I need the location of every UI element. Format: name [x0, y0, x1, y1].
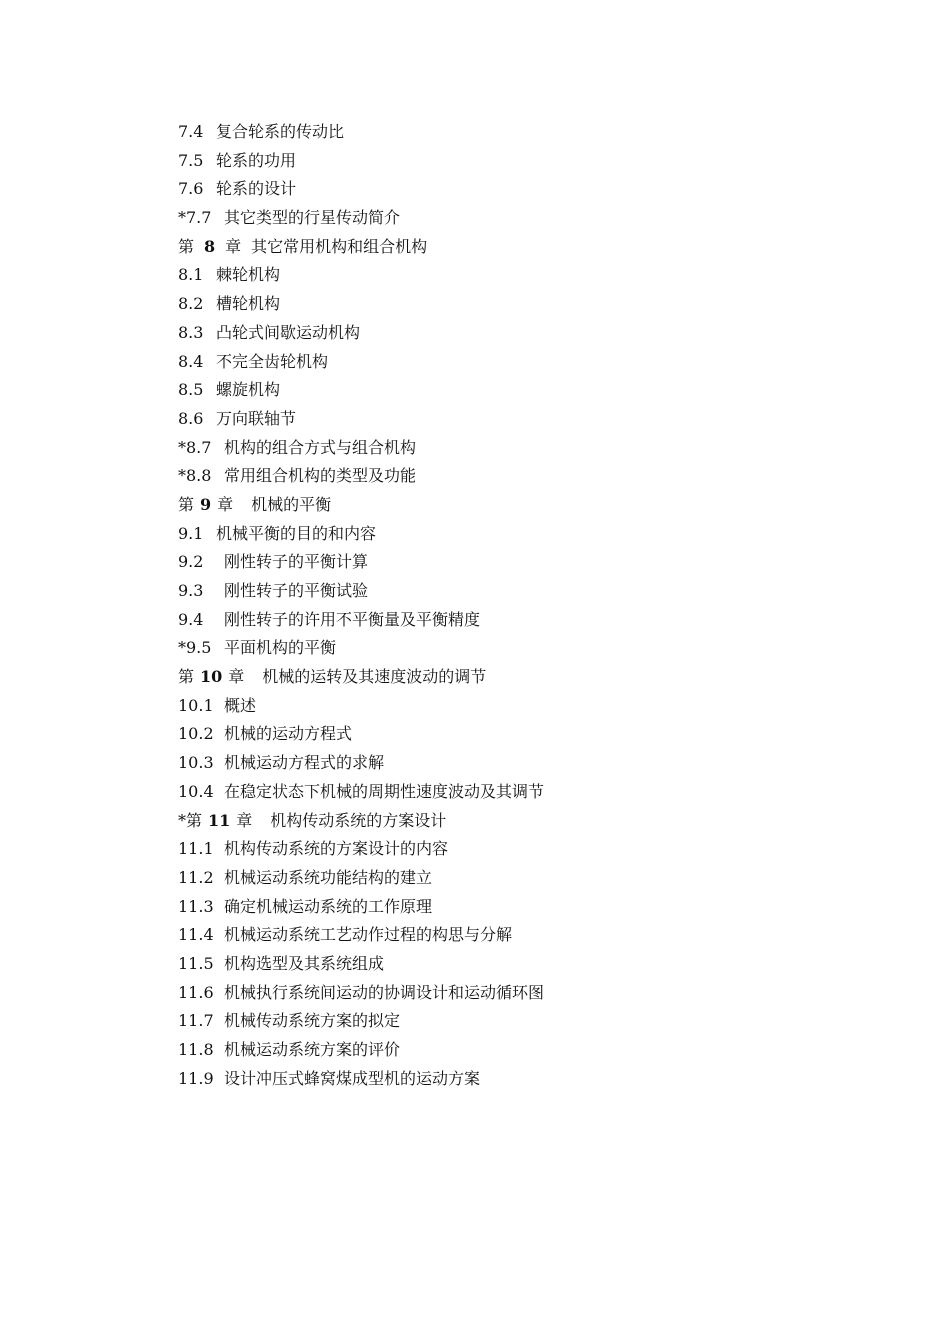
chapter-number: 8 [204, 236, 216, 256]
section-title: 概述 [224, 695, 257, 715]
toc-section-11-7 [178, 1007, 544, 1036]
toc-section-11-3 [178, 893, 544, 922]
chapter-title: 机构传动系统的方案设计 [270, 810, 447, 830]
section-number: 8.3 [178, 322, 204, 342]
chapter-suffix: 章 [225, 236, 242, 256]
section-number: 11.6 [178, 982, 214, 1002]
toc-section-8-6 [178, 405, 544, 434]
section-title: 机械运动系统工艺动作过程的构思与分解 [224, 925, 513, 945]
toc-section-7-6 [178, 175, 544, 204]
section-title: 轮系的设计 [216, 179, 297, 199]
section-number: 10.4 [178, 781, 214, 801]
section-number: 9.1 [178, 523, 204, 543]
section-title: 凸轮式间歇运动机构 [216, 322, 361, 342]
toc-section-8-1 [178, 261, 544, 290]
section-title: 机械运动系统方案的评价 [224, 1040, 401, 1059]
chapter-prefix: 第 [178, 494, 195, 514]
chapter-number: 10 [200, 667, 223, 687]
toc-section-11-5 [178, 950, 544, 979]
section-title: 机械运动方程式的求解 [224, 753, 385, 773]
section-number: 10.1 [178, 695, 214, 715]
chapter-prefix: 第 [178, 236, 195, 256]
toc-section-9-3 [178, 577, 544, 606]
section-number: 11.5 [178, 953, 214, 973]
section-number: *8.8 [178, 466, 212, 486]
table-of-contents [178, 118, 544, 1093]
toc-section-11-9 [178, 1065, 544, 1094]
section-title: 确定机械运动系统的工作原理 [224, 896, 433, 916]
section-title: 刚性转子的许用不平衡量及平衡精度 [224, 609, 481, 629]
section-number: 11.9 [178, 1068, 214, 1088]
toc-section-11-4 [178, 921, 544, 950]
section-title: 棘轮机构 [216, 265, 281, 285]
toc-section-10-3 [178, 749, 544, 778]
section-number: 11.1 [178, 839, 214, 859]
toc-section-7-7 [178, 204, 544, 233]
chapter-suffix: 章 [228, 667, 245, 687]
section-title: 机构传动系统的方案设计的内容 [224, 839, 449, 859]
section-number: *9.5 [178, 638, 212, 658]
section-number: 8.2 [178, 294, 204, 314]
toc-section-8-7 [178, 434, 544, 463]
section-title: 机构选型及其系统组成 [224, 953, 385, 973]
toc-section-10-4 [178, 778, 544, 807]
chapter-suffix: 章 [236, 810, 253, 830]
section-number: 11.4 [178, 925, 214, 945]
section-number: 8.4 [178, 351, 204, 371]
section-number: 8.5 [178, 380, 204, 400]
section-title: 螺旋机构 [216, 380, 281, 400]
section-number: *8.7 [178, 437, 212, 457]
chapter-suffix: 章 [217, 494, 234, 514]
chapter-number: 11 [208, 810, 231, 830]
section-number: 8.6 [178, 408, 204, 428]
section-number: 7.6 [178, 179, 204, 199]
section-title: 轮系的功用 [216, 150, 297, 170]
section-number: 9.3 [178, 581, 204, 600]
toc-section-7-5 [178, 147, 544, 176]
toc-section-11-2 [178, 864, 544, 893]
section-number: 7.5 [178, 150, 204, 170]
section-number: *7.7 [178, 208, 212, 228]
section-title: 复合轮系的传动比 [216, 122, 345, 141]
section-title: 刚性转子的平衡计算 [224, 552, 369, 572]
section-number: 11.7 [178, 1011, 214, 1031]
section-title: 槽轮机构 [216, 294, 281, 314]
section-title: 机械执行系统间运动的协调设计和运动循环图 [224, 982, 545, 1002]
chapter-title: 机械的运转及其速度波动的调节 [262, 667, 487, 687]
toc-section-9-4 [178, 606, 544, 635]
section-title: 不完全齿轮机构 [216, 351, 329, 371]
toc-section-8-4 [178, 348, 544, 377]
section-number: 11.2 [178, 867, 214, 887]
toc-chapter-10 [178, 663, 544, 692]
section-title: 万向联轴节 [216, 408, 297, 428]
section-title: 机械平衡的目的和内容 [216, 523, 377, 543]
section-number: 10.3 [178, 753, 214, 773]
section-title: 刚性转子的平衡试验 [224, 581, 369, 600]
chapter-title: 其它常用机构和组合机构 [251, 236, 428, 256]
section-title: 机械传动系统方案的拟定 [224, 1011, 401, 1031]
section-number: 9.2 [178, 552, 204, 572]
toc-section-8-3 [178, 319, 544, 348]
section-number: 11.3 [178, 896, 214, 916]
section-title: 机械的运动方程式 [224, 724, 353, 744]
toc-section-8-2 [178, 290, 544, 319]
toc-section-11-8 [178, 1036, 544, 1065]
section-number: 9.4 [178, 609, 204, 629]
toc-section-11-1 [178, 835, 544, 864]
toc-section-9-1 [178, 520, 544, 549]
section-title: 设计冲压式蜂窝煤成型机的运动方案 [224, 1068, 481, 1088]
section-number: 11.8 [178, 1040, 214, 1059]
section-title: 机械运动系统功能结构的建立 [224, 867, 433, 887]
toc-section-10-2 [178, 720, 544, 749]
section-title: 平面机构的平衡 [224, 638, 337, 658]
toc-chapter-11 [178, 807, 544, 836]
chapter-prefix: *第 [178, 810, 203, 830]
toc-section-7-4 [178, 118, 544, 147]
chapter-prefix: 第 [178, 667, 195, 687]
section-title: 机构的组合方式与组合机构 [224, 437, 417, 457]
toc-chapter-8 [178, 233, 544, 262]
toc-section-11-6 [178, 979, 544, 1008]
section-number: 8.1 [178, 265, 204, 285]
chapter-title: 机械的平衡 [251, 494, 332, 514]
section-number: 10.2 [178, 724, 214, 744]
toc-chapter-9 [178, 491, 544, 520]
toc-section-8-5 [178, 376, 544, 405]
chapter-number: 9 [200, 494, 212, 514]
section-title: 在稳定状态下机械的周期性速度波动及其调节 [224, 781, 545, 801]
section-title: 常用组合机构的类型及功能 [224, 466, 417, 486]
section-title: 其它类型的行星传动简介 [224, 208, 401, 228]
toc-section-9-2 [178, 548, 544, 577]
toc-section-8-8 [178, 462, 544, 491]
section-number: 7.4 [178, 122, 204, 141]
toc-section-10-1 [178, 692, 544, 721]
toc-section-9-5 [178, 634, 544, 663]
